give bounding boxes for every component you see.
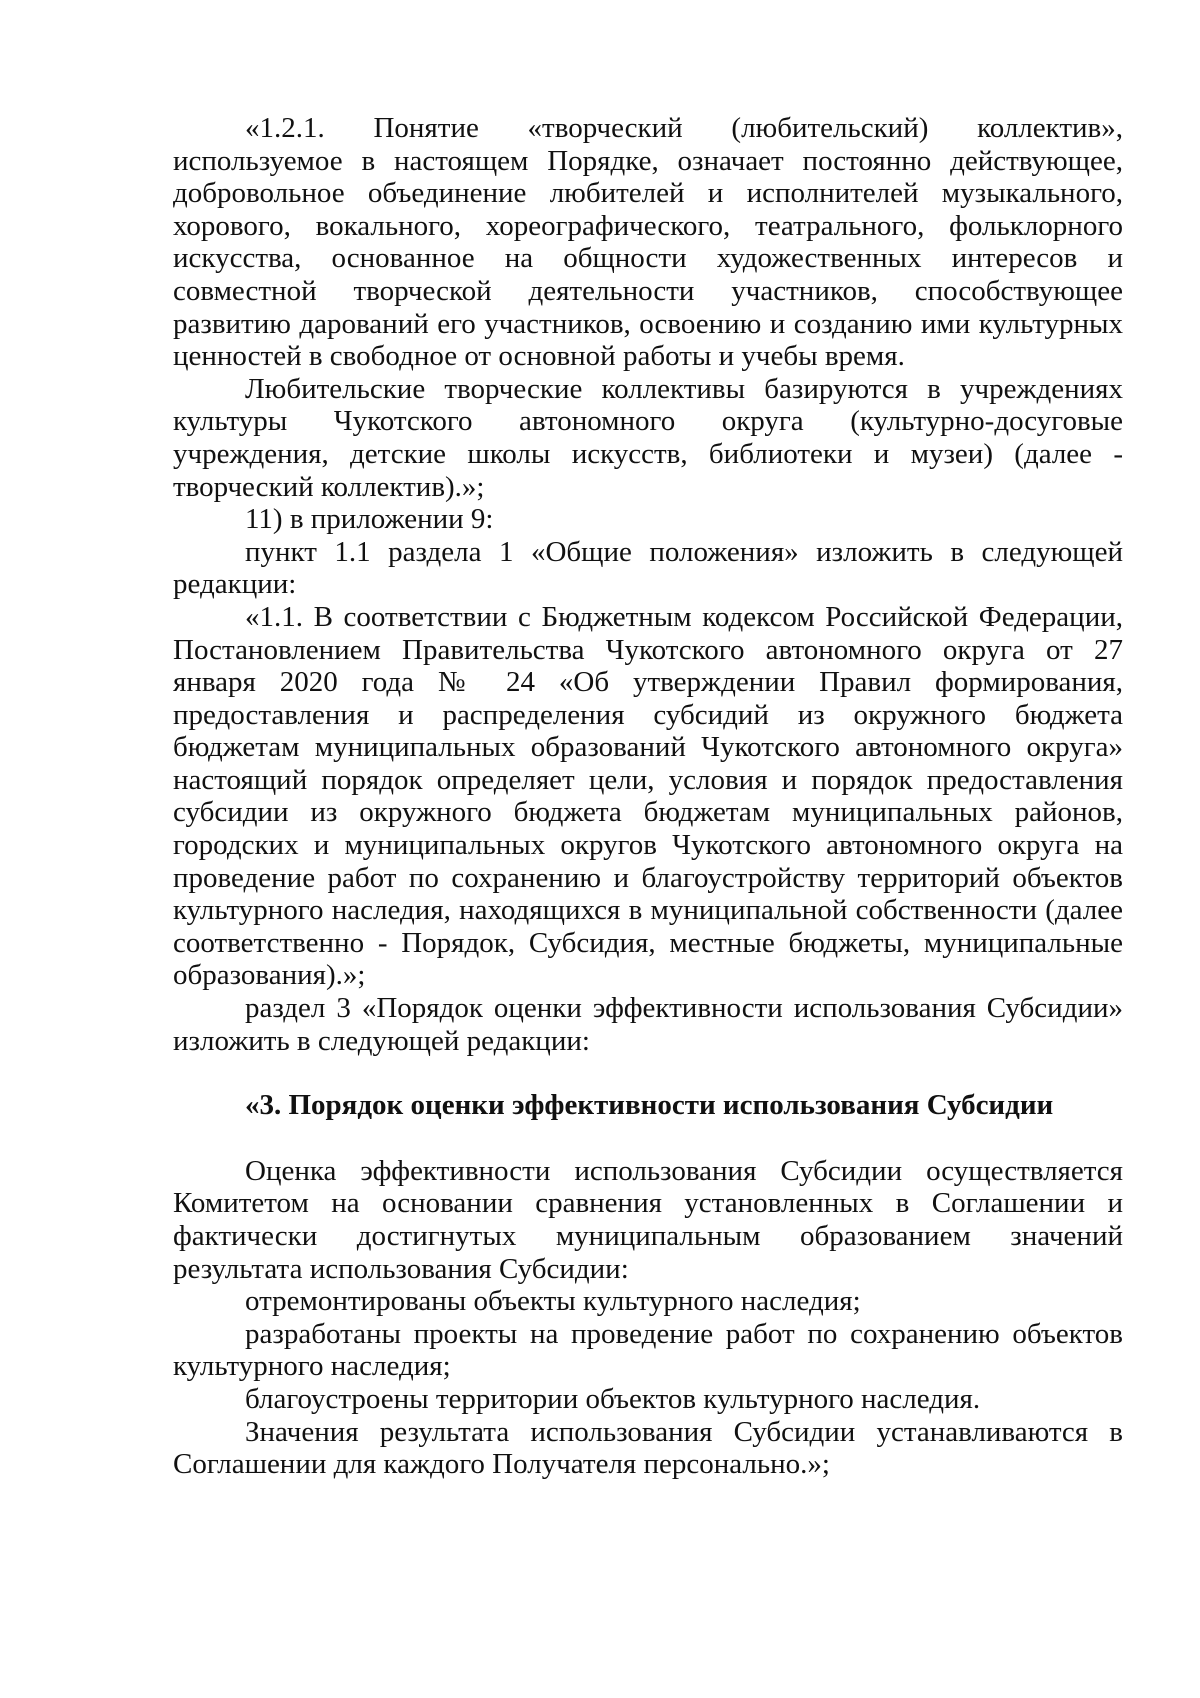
result-item-projects: разработаны проекты на проведение работ по сохранению объектов культурного наследия; <box>173 1317 1123 1383</box>
result-item-landscaped: благоустроены территории объектов культурного наследия. <box>245 1382 981 1415</box>
paragraph-appendix-9: 11) в приложении 9: <box>245 503 494 536</box>
document-body <box>173 112 1123 1481</box>
paragraph-clause-1-1-text: «1.1. В соответствии с Бюджетным кодексом Российской Федерации, Постановлением Правительства Чукотского автономного округа от 27 января 2020 года № 24 «Об утверждении Правил формирования, предоставления и распределения субсидий из окружного бюджета бюджетам муниципальных образований Чукотского автономного округа» настоящий порядок определяет цели, условия и порядок предоставления субсидии из окружного бюджета бюджетам муниципальных районов, городских и муниципальных округов Чукотского автономного округа на проведение работ по сохранению и благоустройству территорий объектов культурного наследия, находящихся в муниципальной собственности (далее соответственно - Порядок, Субсидия, местные бюджеты, муниципальные образования).»; <box>173 600 1123 992</box>
paragraph-result-values: Значения результата использования Субсидии устанавливаются в Соглашении для каждого Получателя персонально.»; <box>173 1415 1123 1481</box>
result-item-repaired: отремонтированы объекты культурного наследия; <box>245 1285 861 1318</box>
paragraph-clause-1-1-intro: пункт 1.1 раздела 1 «Общие положения» изложить в следующей редакции: <box>173 535 1123 601</box>
paragraph-section-3-intro: раздел 3 «Порядок оценки эффективности использования Субсидии» изложить в следующей редакции: <box>173 992 1123 1057</box>
paragraph-amateur-collectives: Любительские творческие коллективы базируются в учреждениях культуры Чукотского автономного округа (культурно-досуговые учреждения, детские школы искусств, библиотеки и музеи) (далее - творческий коллектив).»; <box>173 372 1123 503</box>
paragraph-efficiency-assessment: Оценка эффективности использования Субсидии осуществляется Комитетом на основании сравнения установленных в Соглашении и фактически достигнутых муниципальным образованием значений результата использования Субсидии: <box>173 1154 1123 1285</box>
paragraph-concept-collective: «1.2.1. Понятие «творческий (любительский) коллектив», используемое в настоящем Порядке, означает постоянно действующее, добровольное объединение любителей и исполнителей музыкального, хорового, вокального, хореографического, театрального, фольклорного искусства, основанное на общности художественных интересов и совместной творческой деятельности участников, способствующее развитию дарований его участников, освоению и созданию ими культурных ценностей в свободное от основной работы и учебы время. <box>173 112 1123 373</box>
section-heading: «3. Порядок оценки эффективности использования Субсидии <box>245 1089 1054 1122</box>
